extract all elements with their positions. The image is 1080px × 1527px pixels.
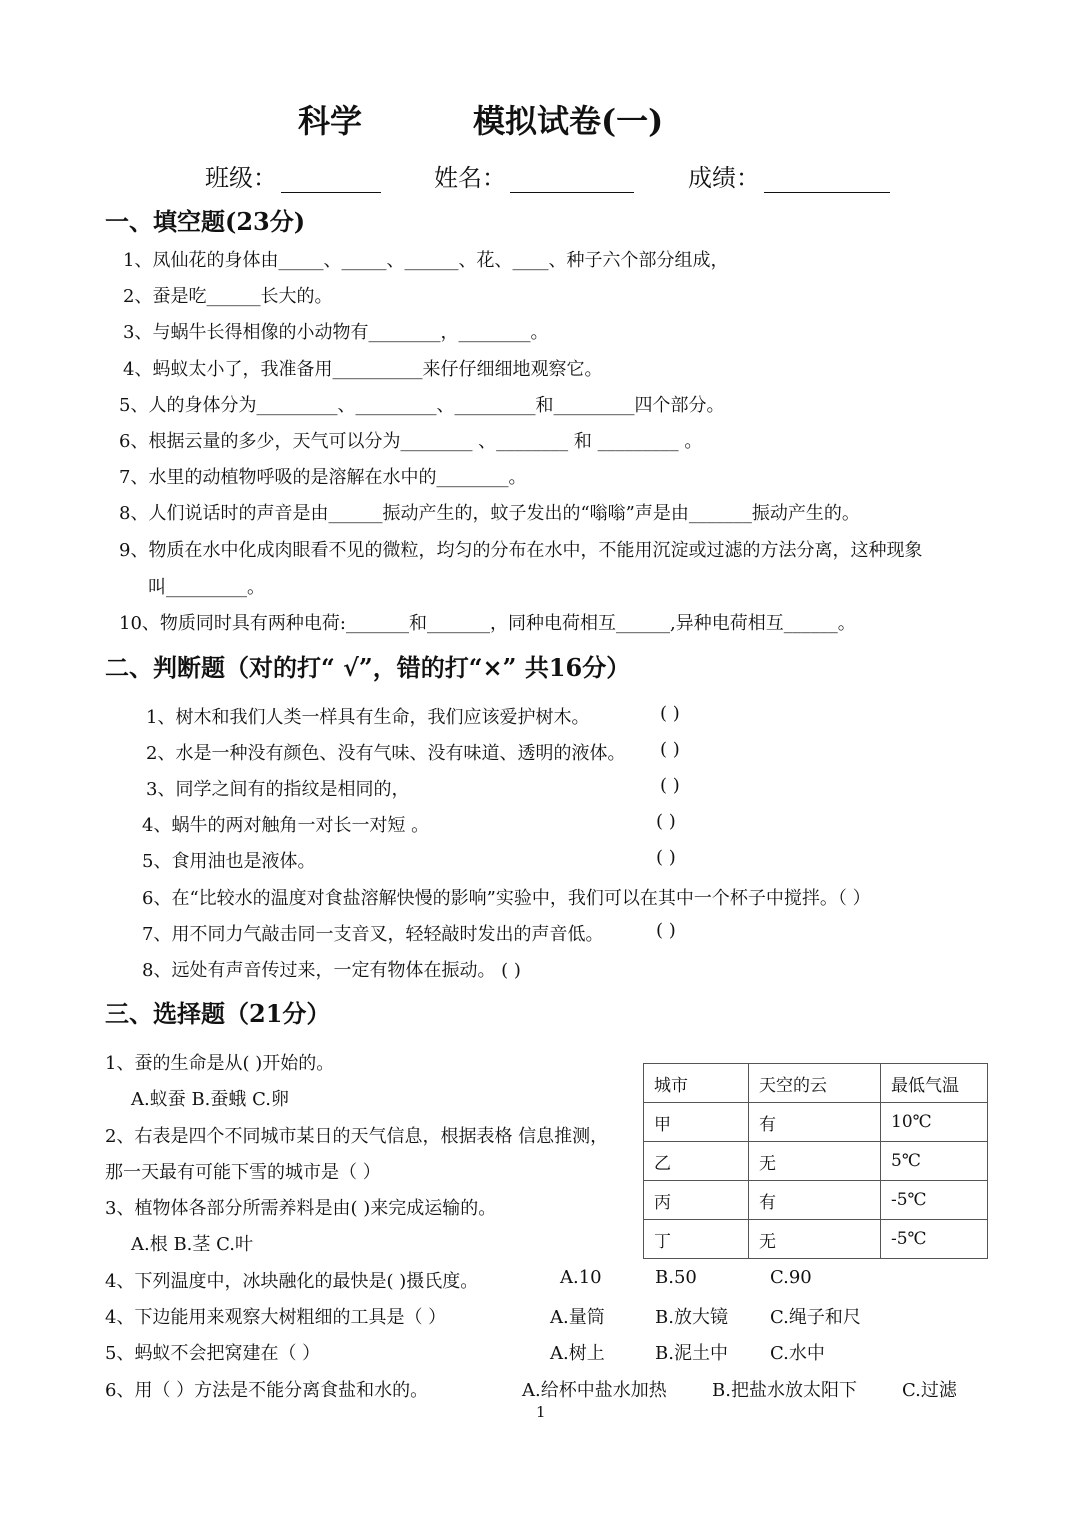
- fill-question-1: 1、凤仙花的身体由_____、_____、______、花、____、种子六个部分组成，: [123, 250, 729, 271]
- page-number: 1: [536, 1403, 546, 1421]
- fill-question-6: 6、根据云量的多少，天气可以分为________ 、________ 和 _________ 。: [119, 431, 703, 452]
- class-label: 班级：: [205, 164, 277, 192]
- paper-title: 模拟试卷(一): [473, 102, 664, 140]
- choice-4a-option-a: A.10: [560, 1267, 602, 1288]
- city-cell: 丁: [644, 1220, 749, 1259]
- temp-cell: -5℃: [881, 1220, 988, 1259]
- choice-4b-option-a: A.量筒: [550, 1307, 605, 1328]
- choice-question-4b: 4、下边能用来观察大树粗细的工具是（ ）: [105, 1307, 447, 1328]
- fill-question-9-cont: 叫_________。: [148, 577, 265, 598]
- table-row: [644, 1142, 988, 1181]
- choice-4a-option-c: C.90: [770, 1267, 812, 1288]
- city-cell: 丙: [644, 1181, 749, 1220]
- choice-options-1: A.蚁蚕 B.蚕蛾 C.卵: [131, 1089, 289, 1110]
- name-blank[interactable]: [510, 166, 634, 193]
- header-city: 城市: [644, 1064, 749, 1103]
- choice-5-option-a: A.树上: [550, 1343, 605, 1364]
- choice-question-5: 5、蚂蚁不会把窝建在（ ）: [105, 1343, 321, 1364]
- temp-cell: 10℃: [881, 1103, 988, 1142]
- score-field: [688, 158, 890, 193]
- fill-question-3: 3、与蜗牛长得相像的小动物有________，________。: [123, 322, 549, 343]
- score-blank[interactable]: [764, 166, 890, 193]
- table-row: [644, 1220, 988, 1259]
- cloud-cell: 无: [749, 1142, 881, 1181]
- judge-bracket-1[interactable]: ( ): [660, 703, 680, 724]
- score-label: 成绩：: [688, 164, 760, 192]
- judge-question-1: 1、树木和我们人类一样具有生命，我们应该爱护树木。: [146, 707, 590, 728]
- judge-question-8: 8、远处有声音传过来，一定有物体在振动。 ( ): [142, 960, 521, 981]
- city-cell: 乙: [644, 1142, 749, 1181]
- name-field: [434, 158, 634, 193]
- cloud-cell: 有: [749, 1103, 881, 1142]
- choice-4a-option-b: B.50: [655, 1267, 697, 1288]
- judge-question-3: 3、同学之间有的指纹是相同的，: [146, 779, 410, 800]
- header-cloud: 天空的云: [749, 1064, 881, 1103]
- choice-question-2: 2、右表是四个不同城市某日的天气信息，根据表格 信息推测，: [105, 1126, 609, 1147]
- section-3-heading: 三、选择题（21分）: [105, 999, 331, 1028]
- judge-question-7: 7、用不同力气敲击同一支音叉，轻轻敲时发出的声音低。: [142, 924, 604, 945]
- section-1-heading: 一、填空题(23分): [105, 207, 306, 236]
- fill-question-8: 8、人们说话时的声音是由______振动产生的，蚊子发出的“嗡嗡”声是由_______振动产生的。: [119, 503, 860, 524]
- header-min-temp: 最低气温: [881, 1064, 988, 1103]
- choice-question-6: 6、用（ ）方法是不能分离食盐和水的。: [105, 1380, 429, 1401]
- choice-6-option-b: B.把盐水放太阳下: [712, 1380, 857, 1401]
- subject-title: 科学: [298, 102, 363, 140]
- fill-question-9: 9、物质在水中化成肉眼看不见的微粒，均匀的分布在水中，不能用沉淀或过滤的方法分离，这种现象: [119, 540, 923, 561]
- choice-question-4a: 4、下列温度中，冰块融化的最快是( )摄氏度。: [105, 1271, 479, 1292]
- judge-bracket-5[interactable]: ( ): [656, 847, 676, 868]
- judge-question-2: 2、水是一种没有颜色、没有气味、没有味道、透明的液体。: [146, 743, 626, 764]
- weather-table: [643, 1063, 988, 1259]
- choice-options-3: A.根 B.茎 C.叶: [131, 1234, 253, 1255]
- fill-question-10: 10、物质同时具有两种电荷:_______和_______，同种电荷相互______,异种电荷相互______。: [119, 613, 856, 634]
- cloud-cell: 有: [749, 1181, 881, 1220]
- judge-bracket-7[interactable]: ( ): [656, 920, 676, 941]
- cloud-cell: 无: [749, 1220, 881, 1259]
- judge-bracket-4[interactable]: ( ): [656, 811, 676, 832]
- fill-question-5: 5、人的身体分为_________、_________、_________和_________四个部分。: [119, 395, 725, 416]
- judge-bracket-3[interactable]: ( ): [660, 775, 680, 796]
- choice-5-option-c: C.水中: [770, 1343, 825, 1364]
- section-2-heading: 二、判断题（对的打“ √”，错的打“×” 共16分）: [105, 653, 631, 682]
- table-row: [644, 1181, 988, 1220]
- class-field: [205, 158, 381, 193]
- choice-question-2-cont: 那一天最有可能下雪的城市是（ ）: [105, 1162, 381, 1183]
- table-row: [644, 1103, 988, 1142]
- temp-cell: -5℃: [881, 1181, 988, 1220]
- fill-question-2: 2、蚕是吃______长大的。: [123, 286, 333, 307]
- fill-question-7: 7、水里的动植物呼吸的是溶解在水中的________。: [119, 467, 527, 488]
- judge-question-4: 4、蜗牛的两对触角一对长一对短 。: [142, 815, 430, 836]
- city-cell: 甲: [644, 1103, 749, 1142]
- choice-question-3: 3、植物体各部分所需养料是由( )来完成运输的。: [105, 1198, 497, 1219]
- choice-4b-option-b: B.放大镜: [655, 1307, 728, 1328]
- fill-question-4: 4、蚂蚁太小了，我准备用__________来仔仔细细地观察它。: [123, 359, 603, 380]
- choice-6-option-a: A.给杯中盐水加热: [522, 1380, 667, 1401]
- temp-cell: 5℃: [881, 1142, 988, 1181]
- table-header-row: [644, 1064, 988, 1103]
- name-label: 姓名：: [434, 164, 506, 192]
- judge-bracket-2[interactable]: ( ): [660, 739, 680, 760]
- choice-6-option-c: C.过滤: [902, 1380, 957, 1401]
- class-blank[interactable]: [281, 166, 381, 193]
- choice-question-1: 1、蚕的生命是从( )开始的。: [105, 1053, 335, 1074]
- choice-5-option-b: B.泥土中: [655, 1343, 728, 1364]
- judge-question-5: 5、食用油也是液体。: [142, 851, 316, 872]
- choice-4b-option-c: C.绳子和尺: [770, 1307, 861, 1328]
- judge-question-6: 6、在“比较水的温度对食盐溶解快慢的影响”实验中，我们可以在其中一个杯子中搅拌。（ ）: [142, 888, 871, 909]
